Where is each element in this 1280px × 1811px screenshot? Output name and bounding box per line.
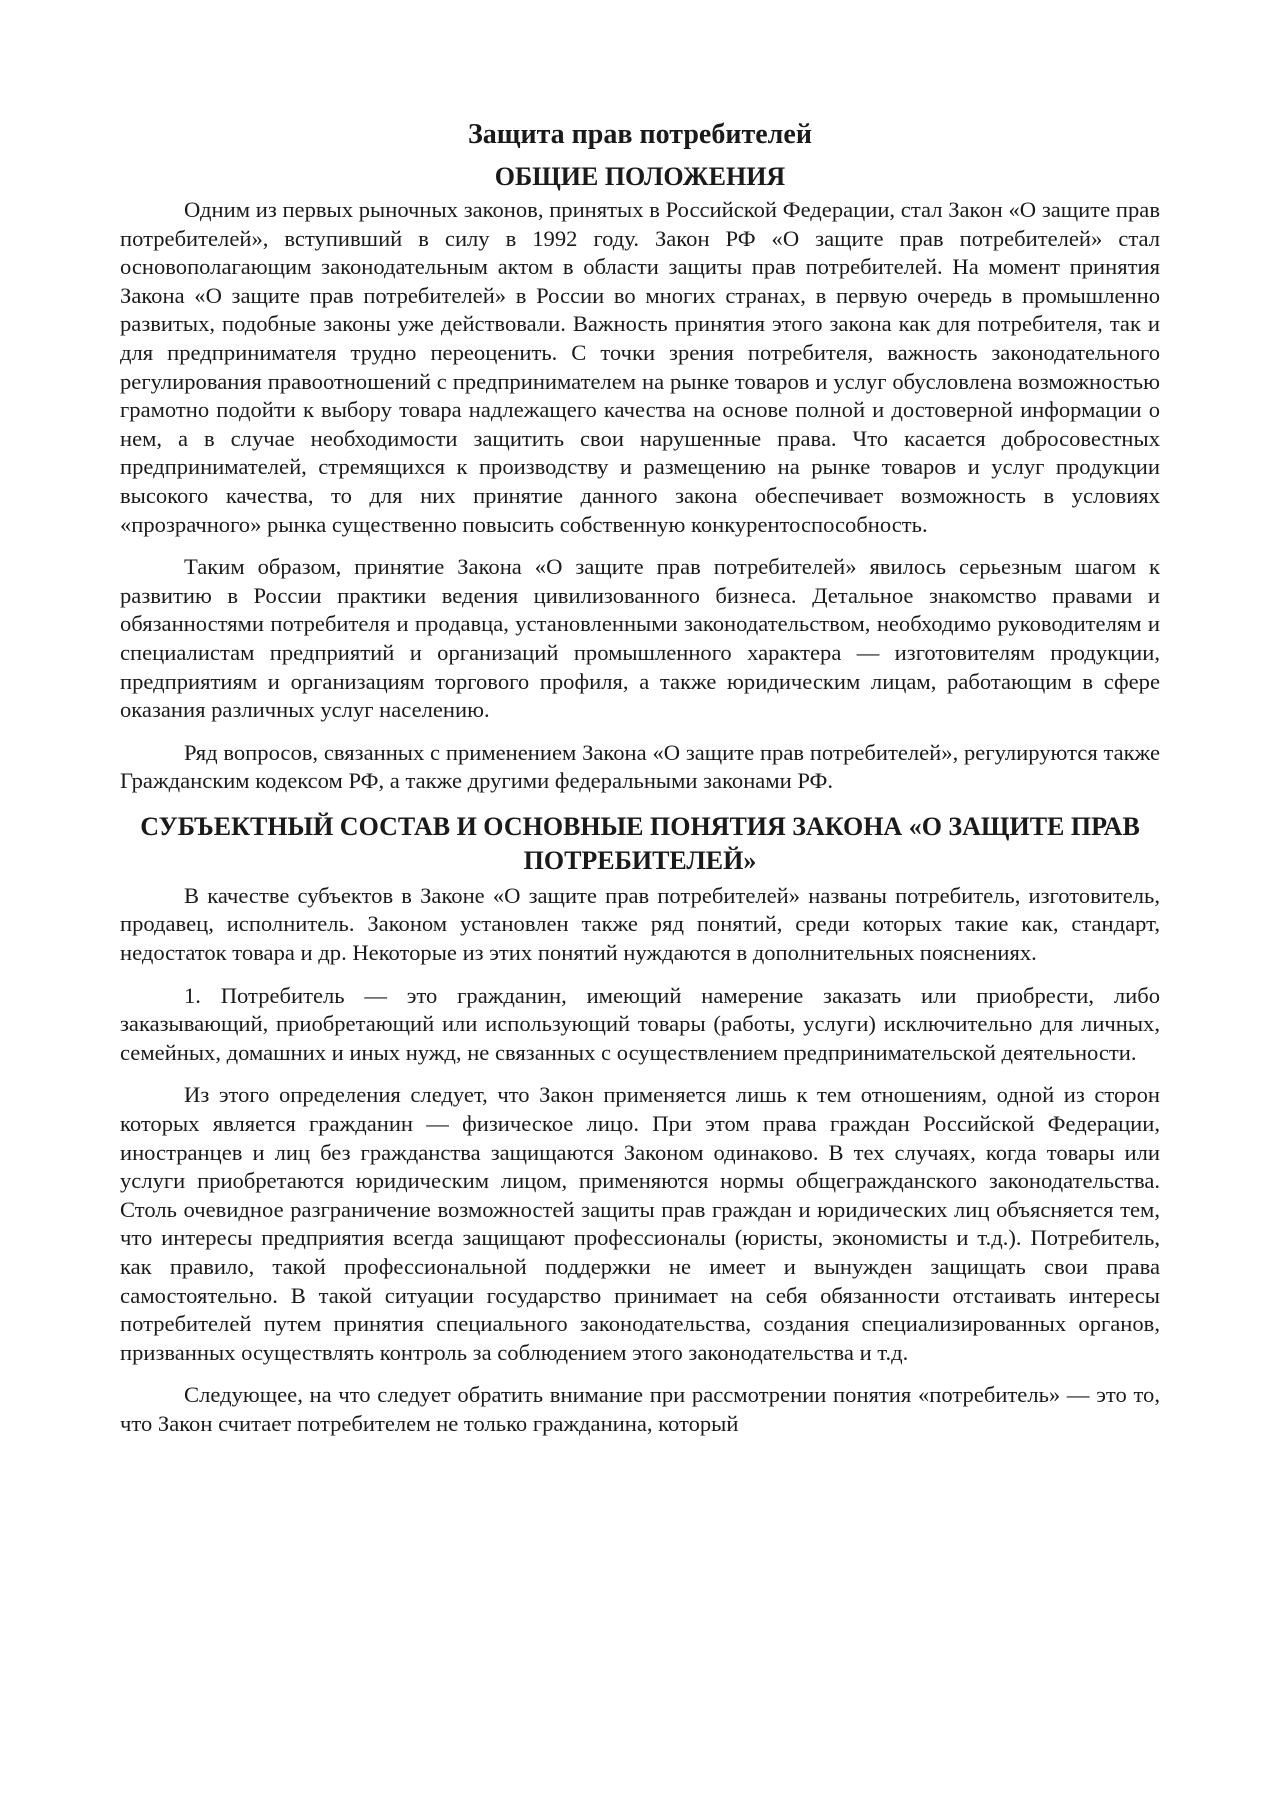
document-title: Защита прав потребителей [468, 119, 812, 150]
section-heading-general-provisions: ОБЩИЕ ПОЛОЖЕНИЯ [494, 162, 786, 191]
paragraph: Ряд вопросов, связанных с применением Закона «О защите прав потребителей», регулируются также Гражданским кодексом РФ, а также другими федеральными законами РФ. [120, 739, 1160, 794]
paragraph: Таким образом, принятие Закона «О защите прав потребителей» явилось серьезным шагом к развитию в России практики ведения цивилизованного бизнеса. Детальное знакомство правами и обязанностями потребителя и продавца, установленными законодательством, необходимо руководителям и специалистам предприятий и организаций промышленного характера — изготовителям продукции, предприятиям и организациям торгового профиля, а также юридическим лицам, работающим в сфере оказания различных услуг населению. [120, 554, 1160, 723]
document-page [120, 116, 1160, 1439]
paragraph: В качестве субъектов в Законе «О защите прав потребителей» названы потребитель, изготовитель, продавец, исполнитель. Законом установлен также ряд понятий, среди которых такие как, стандарт, недостаток товара и др. Некоторые из этих понятий нуждаются в дополнительных пояснениях. [120, 882, 1160, 966]
paragraph: Из этого определения следует, что Закон применяется лишь к тем отношениям, одной из сторон которых является гражданин — физическое лицо. При этом права граждан Российской Федерации, иностранцев и лиц без гражданства защищаются Законом одинаково. В тех случаях, когда товары или услуги приобретаются юридическим лицом, применяются нормы общегражданского законодательства. Столь очевидное разграничение возможностей защиты прав граждан и юридических лиц объясняется тем, что интересы предприятия всегда защищают профессионалы (юристы, экономисты и т.д.). Потребитель, как правило, такой профессиональной поддержки не имеет и вынужден защищать свои права самостоятельно. В такой ситуации государство принимает на себя обязанности отстаивать интересы потребителей путем принятия специального законодательства, создания специализированных органов, призванных осуществлять контроль за соблюдением этого законодательства и т.д. [120, 1082, 1160, 1365]
paragraph: Одним из первых рыночных законов, принятых в Российской Федерации, стал Закон «О защите прав потребителей», вступивший в силу в 1992 году. Закон РФ «О защите прав потребителей» стал основополагающим законодательным актом в области защиты прав потребителей. На момент принятия Закона «О защите прав потребителей» в России во многих странах, в первую очередь в промышленно развитых, подобные законы уже действовали. Важность принятия этого закона как для потребителя, так и для предпринимателя трудно переоценить. С точки зрения потребителя, важность законодательного регулирования правоотношений с предпринимателем на рынке товаров и услуг обусловлена возможностью грамотно подойти к выбору товара надлежащего качества на основе полной и достоверной информации о нем, а в случае необходимости защитить свои нарушенные права. Что касается добросовестных предпринимателей, стремящихся к производству и размещению на рынке товаров и услуг продукции высокого качества, то для них принятие данного закона обеспечивает возможность в условиях «прозрачного» рынка существенно повысить собственную конкурентоспособность. [120, 197, 1160, 537]
section-heading-subjects-and-concepts: СУБЪЕКТНЫЙ СОСТАВ И ОСНОВНЫЕ ПОНЯТИЯ ЗАКОНА «О ЗАЩИТЕ ПРАВ ПОТРЕБИТЕЛЕЙ» [140, 811, 1140, 875]
paragraph-consumer-definition: 1. Потребитель — это гражданин, имеющий намерение заказать или приобрести, либо заказывающий, приобретающий или использующий товары (работы, услуги) исключительно для личных, семейных, домашних и иных нужд, не связанных с осуществлением предпринимательской деятельности. [120, 982, 1160, 1065]
paragraph: Следующее, на что следует обратить внимание при рассмотрении понятия «потребитель» — это то, что Закон считает потребителем не только гражданина, который [120, 1382, 1160, 1436]
